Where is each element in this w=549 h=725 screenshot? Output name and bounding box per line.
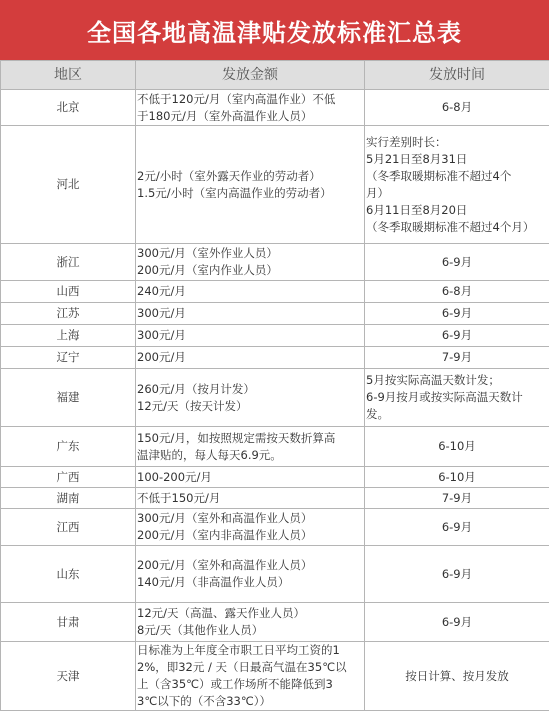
period-line: 6-10月 [438,469,476,484]
amount-line: 100-200元/月 [137,469,212,484]
amount-line: 3℃以下的（不含33℃）） [137,694,272,708]
amount-line: 2%，即32元 / 天（日最高气温在35℃以 [137,660,347,674]
period-line: 7-9月 [441,490,473,505]
region-cell: 甘肃 [1,603,136,642]
amount-line: 300元/月 [137,306,186,320]
amount-cell [136,244,365,281]
period-cell [365,603,549,642]
table-row [1,126,549,244]
period-cell [365,427,549,467]
table-row [1,509,549,546]
period-cell [365,488,549,509]
period-cell [365,325,549,347]
period-cell [365,126,549,244]
region-cell: 浙江 [1,244,136,281]
period-cell [365,467,549,488]
amount-cell [136,126,365,244]
amount-cell [136,427,365,467]
region-cell: 广西 [1,467,136,488]
period-cell [365,347,549,369]
table-row [1,90,549,126]
amount-line: 200元/月（室内作业人员） [137,263,278,277]
period-line: 6-10月 [438,439,476,453]
table-row [1,467,549,488]
period-line: 6-9月 [441,254,473,269]
table-row [1,303,549,325]
table-row [1,603,549,642]
amount-line: 300元/月（室外和高温作业人员） [137,511,313,525]
period-line: 6月11日至8月20日 [366,202,468,217]
amount-line: 260元/月（按月计发） [137,381,255,396]
period-cell [365,244,549,281]
amount-line: 不低于150元/月 [137,490,221,505]
amount-line: 1.5元/小时（室内高温作业的劳动者） [137,185,332,200]
amount-line: 300元/月（室外作业人员） [137,246,278,260]
amount-line: 12元/天（高温、露天作业人员） [137,606,306,620]
amount-line: 日标准为上年度全市职工日平均工资的1 [137,643,340,657]
table-row [1,427,549,467]
amount-cell [136,603,365,642]
amount-line: 12元/天（按天计发） [137,398,248,413]
subsidy-table [0,60,549,711]
amount-line: 240元/月 [137,284,186,298]
period-line: 7-9月 [441,350,473,364]
period-line: 月） [366,185,389,200]
amount-line: 140元/月（非高温作业人员） [137,575,290,589]
region-cell: 江苏 [1,303,136,325]
amount-line: 150元/月，如按照规定需按天数折算高 [137,430,336,445]
region-cell: 山东 [1,546,136,603]
table-row [1,347,549,369]
amount-line: 200元/月（室内非高温作业人员） [137,528,313,542]
amount-line: 上（含35℃）或工作场所不能降低到3 [137,677,333,691]
amount-line: 于180元/月（室外高温作业人员） [137,108,313,123]
table-row [1,488,549,509]
amount-line: 200元/月（室外和高温作业人员） [137,558,313,572]
amount-cell [136,546,365,603]
period-line: 发。 [366,407,389,421]
period-cell [365,369,549,427]
amount-line: 不低于120元/月（室内高温作业）不低 [137,91,336,106]
amount-cell [136,90,365,126]
amount-cell [136,325,365,347]
table-row [1,369,549,427]
period-line: 5月21日至8月31日 [366,151,468,166]
region-cell: 广东 [1,427,136,467]
amount-cell [136,303,365,325]
period-line: 6-9月 [441,306,473,320]
table-row [1,281,549,303]
amount-line: 300元/月 [137,328,186,342]
period-line: 6-9月 [441,519,473,534]
table-row [1,244,549,281]
period-cell [365,281,549,303]
period-line: 6-9月按月或按实际高温天数计 [366,390,523,404]
period-line: 6-8月 [441,100,473,114]
period-line: 5月按实际高温天数计发； [366,373,500,387]
table-row [1,546,549,603]
header-amount: 发放金额 [136,61,365,90]
page-title: 全国各地高温津贴发放标准汇总表 [0,0,549,60]
table-row [1,325,549,347]
region-cell: 天津 [1,642,136,711]
region-cell: 湖南 [1,488,136,509]
period-line: 按日计算、按月发放 [405,668,509,683]
amount-line: 8元/天（其他作业人员） [137,623,264,637]
header-period: 发放时间 [365,61,549,90]
period-line: 6-8月 [441,284,473,298]
period-cell [365,642,549,711]
amount-cell [136,369,365,427]
amount-cell [136,281,365,303]
table-header-row [1,61,549,90]
period-cell [365,303,549,325]
period-line: 实行差别时长： [366,134,447,149]
amount-cell [136,347,365,369]
period-line: 6-9月 [441,566,473,581]
amount-line: 2元/小时（室外露天作业的劳动者） [137,168,321,183]
amount-line: 200元/月 [137,350,186,364]
table-row [1,642,549,711]
period-line: （冬季取暖期标准不超过4个月） [366,219,535,234]
header-region: 地区 [1,61,136,90]
period-line: 6-9月 [441,328,473,342]
amount-cell [136,488,365,509]
amount-cell [136,467,365,488]
period-cell [365,546,549,603]
amount-line: 温津贴的，每人每天6.9元。 [137,447,282,462]
region-cell: 河北 [1,126,136,244]
period-line: （冬季取暖期标准不超过4个 [366,168,512,183]
region-cell: 辽宁 [1,347,136,369]
period-cell [365,509,549,546]
region-cell: 北京 [1,90,136,126]
region-cell: 江西 [1,509,136,546]
amount-cell [136,642,365,711]
period-cell [365,90,549,126]
region-cell: 山西 [1,281,136,303]
region-cell: 上海 [1,325,136,347]
region-cell: 福建 [1,369,136,427]
amount-cell [136,509,365,546]
period-line: 6-9月 [441,614,473,629]
